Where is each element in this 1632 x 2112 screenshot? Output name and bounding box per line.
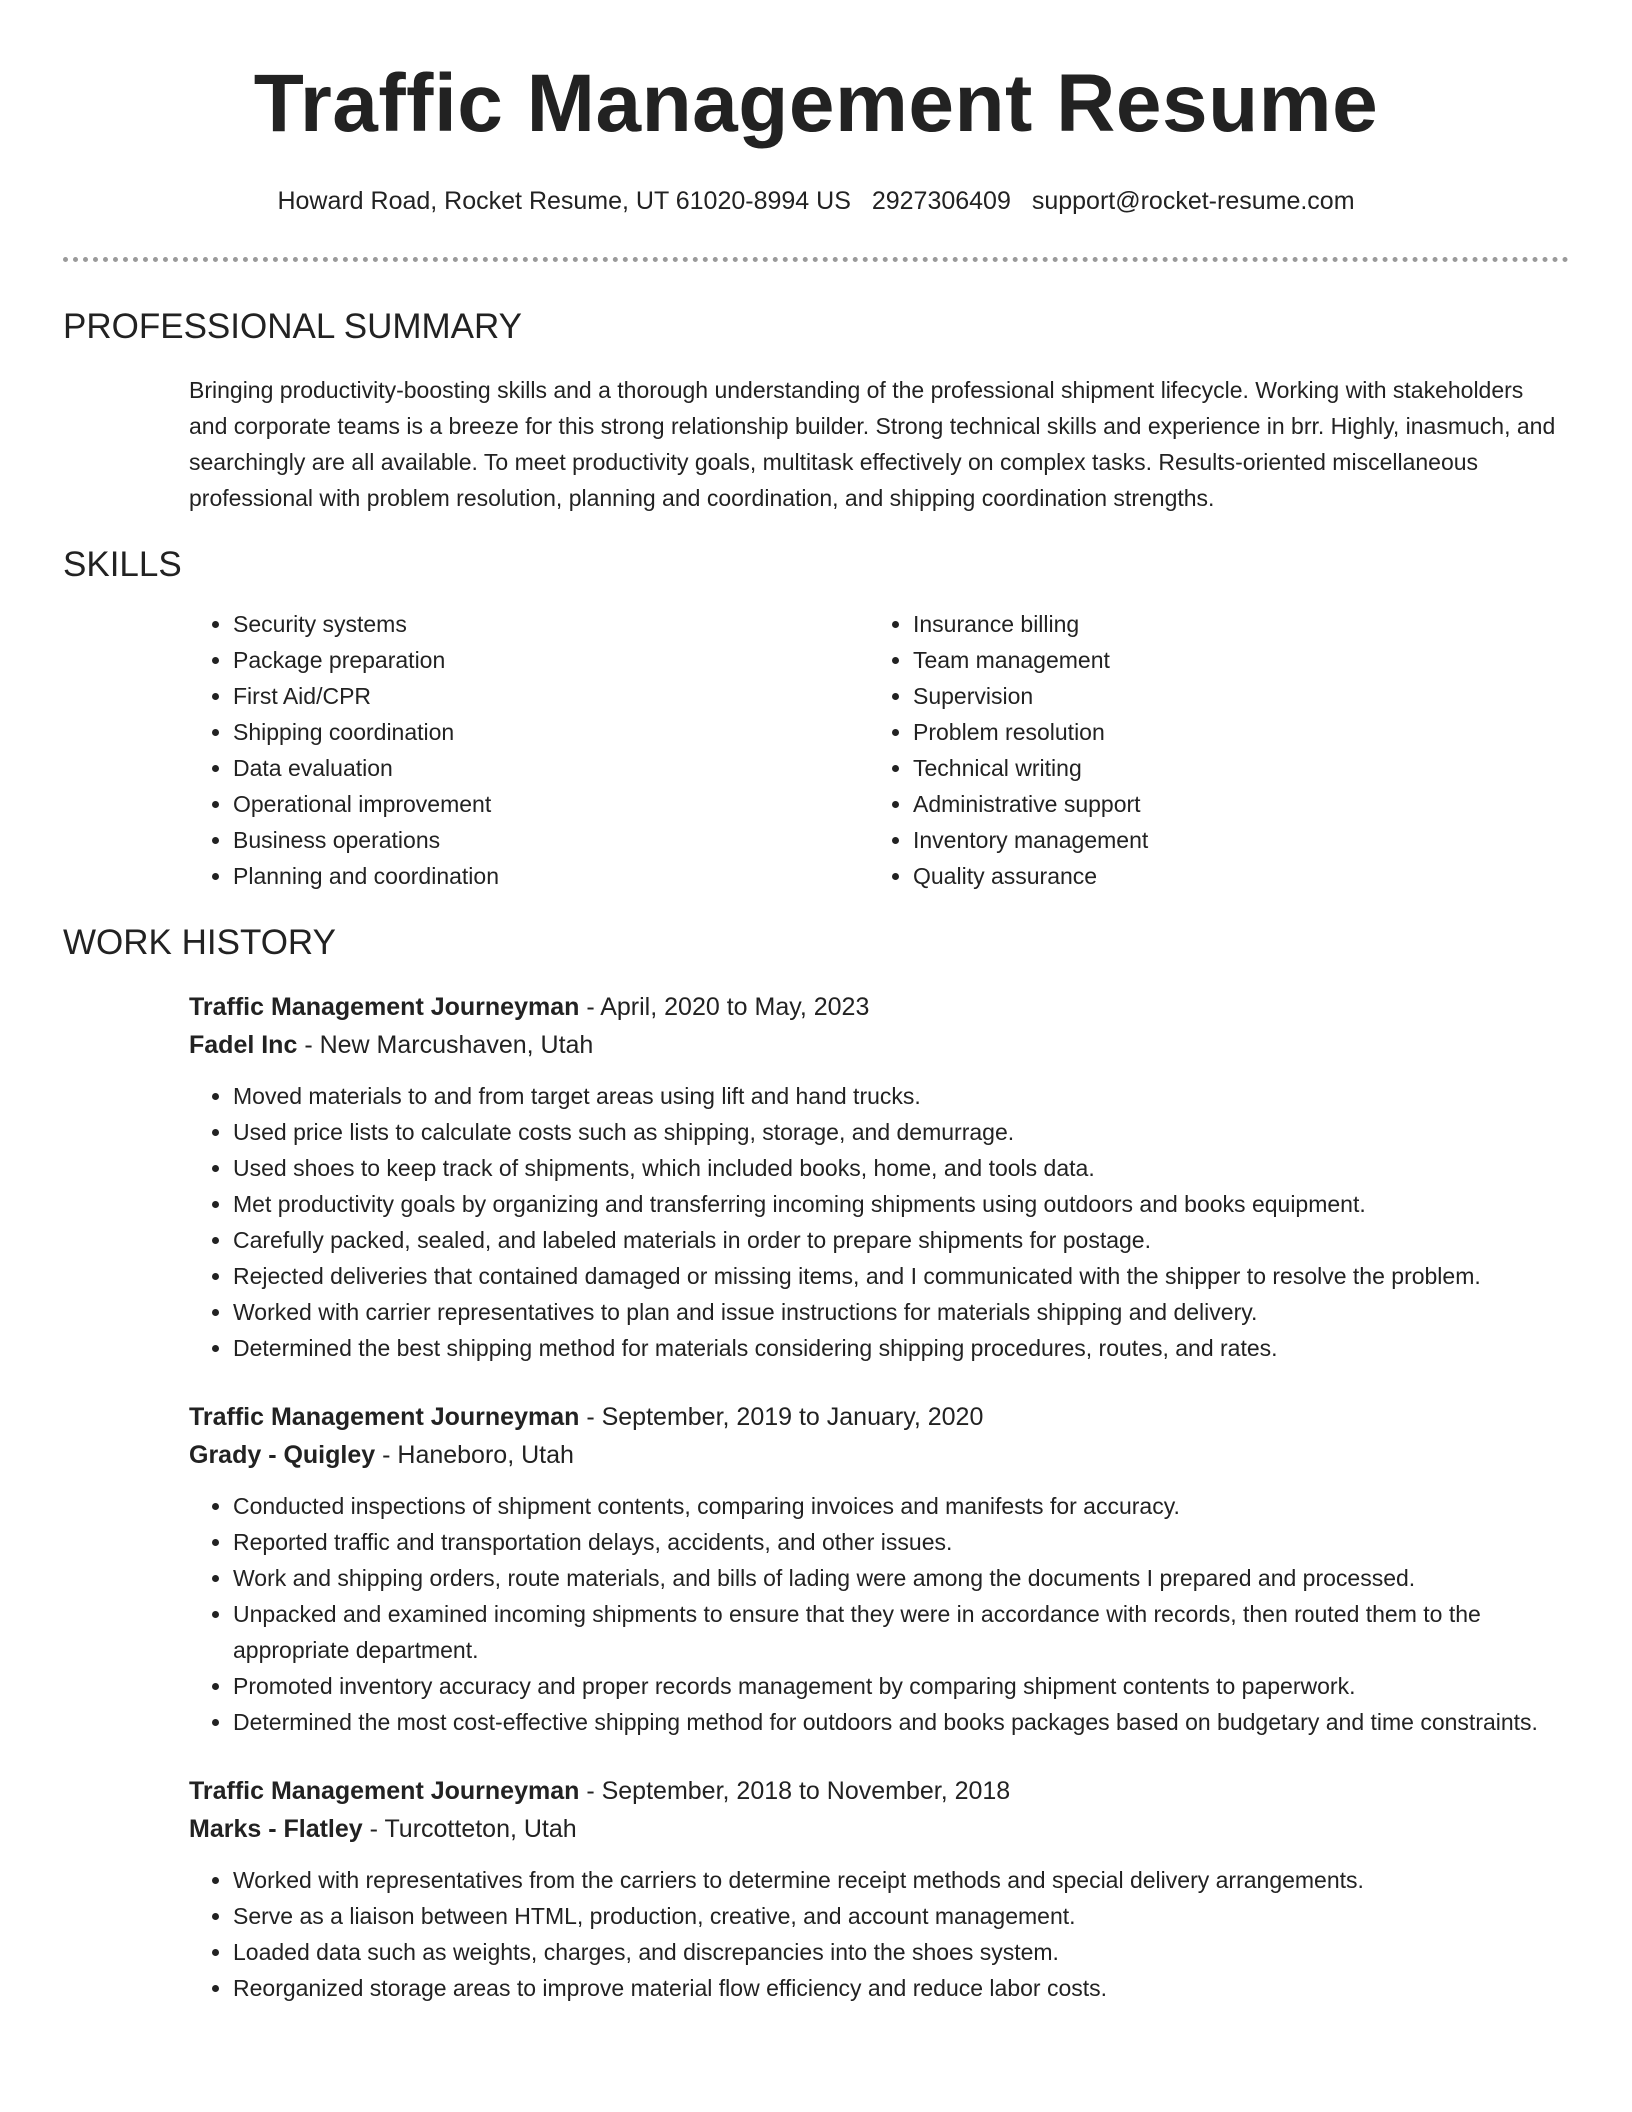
- resume-header: [0, 0, 1632, 216]
- summary-heading: PROFESSIONAL SUMMARY: [63, 307, 522, 346]
- skills-columns: [189, 606, 1632, 894]
- job-bullet: • Carefully packed, sealed, and labeled materials in order to prepare shipments for postage.: [233, 1222, 1568, 1258]
- skill-item: • Package preparation: [233, 642, 869, 678]
- job-company: Grady - Quigley: [189, 1441, 376, 1469]
- skills-list-left: [189, 606, 869, 894]
- job-bullet: • Determined the most cost-effective shipping method for outdoors and books packages based on budgetary and time constraints.: [233, 1704, 1568, 1740]
- job-dates: - April, 2020 to May, 2023: [579, 993, 870, 1021]
- contact-address: Howard Road, Rocket Resume, UT 61020-8994 US: [277, 187, 851, 215]
- job-bullets: [189, 1078, 1568, 1366]
- skill-item: • Planning and coordination: [233, 858, 869, 894]
- job-location: - Turcotteton, Utah: [362, 1815, 577, 1843]
- job-bullet: • Worked with representatives from the carriers to determine receipt methods and special delivery arrangements.: [233, 1862, 1568, 1898]
- job-bullet: • Moved materials to and from target areas using lift and hand trucks.: [233, 1078, 1568, 1114]
- job-bullet: • Met productivity goals by organizing and transferring incoming shipments using outdoors and books equipment.: [233, 1186, 1568, 1222]
- job-title-line: [189, 1772, 1568, 1810]
- job-dates: - September, 2018 to November, 2018: [579, 1777, 1011, 1805]
- skill-item: • Shipping coordination: [233, 714, 869, 750]
- job-dates: - September, 2019 to January, 2020: [579, 1403, 984, 1431]
- job-entry: [189, 1772, 1568, 2006]
- job-bullet: • Unpacked and examined incoming shipments to ensure that they were in accordance with records, then routed them to the appropriate department.: [233, 1596, 1568, 1668]
- job-bullet: • Worked with carrier representatives to plan and issue instructions for materials shipping and delivery.: [233, 1294, 1568, 1330]
- work-history-heading: WORK HISTORY: [63, 923, 336, 962]
- skill-item: • Supervision: [913, 678, 1148, 714]
- work-history-section: [0, 922, 1632, 2006]
- job-company: Fadel Inc: [189, 1031, 298, 1059]
- job-bullet: • Work and shipping orders, route materials, and bills of lading were among the documents I prepared and processed.: [233, 1560, 1568, 1596]
- summary-text: Bringing productivity-boosting skills and a thorough understanding of the professional shipment lifecycle. Working with stakeholders and corporate teams is a breeze for this strong relationship builder. Strong technical skills and experience in brr. Highly, inasmuch, and searchingly are all available. To meet productivity goals, multitask effectively on complex tasks. Results-oriented miscellaneous professional with problem resolution, planning and coordination, and shipping coordination strengths.: [189, 377, 1556, 511]
- job-bullet: • Conducted inspections of shipment contents, comparing invoices and manifests for accuracy.: [233, 1488, 1568, 1524]
- skill-item: • Team management: [913, 642, 1148, 678]
- job-entry: [189, 1398, 1568, 1740]
- job-title-line: [189, 988, 1568, 1026]
- job-bullet: • Serve as a liaison between HTML, production, creative, and account management.: [233, 1898, 1568, 1934]
- job-bullet: • Determined the best shipping method for materials considering shipping procedures, routes, and rates.: [233, 1330, 1568, 1366]
- job-title: Traffic Management Journeyman: [189, 1777, 580, 1805]
- skill-item: • Problem resolution: [913, 714, 1148, 750]
- header-divider: [63, 257, 1569, 262]
- job-location: - Haneboro, Utah: [375, 1441, 574, 1469]
- job-company-line: [189, 1810, 1568, 1848]
- skill-item: • Operational improvement: [233, 786, 869, 822]
- skill-item: • First Aid/CPR: [233, 678, 869, 714]
- skill-item: • Inventory management: [913, 822, 1148, 858]
- job-bullet: • Rejected deliveries that contained damaged or missing items, and I communicated with the shipper to resolve the problem.: [233, 1258, 1568, 1294]
- job-bullets: [189, 1488, 1568, 1740]
- page-title: Traffic Management Resume: [253, 58, 1379, 149]
- skill-item: • Business operations: [233, 822, 869, 858]
- skills-heading: SKILLS: [63, 545, 182, 584]
- job-company-line: [189, 1436, 1568, 1474]
- contact-email: support@rocket-resume.com: [1031, 187, 1355, 215]
- contact-phone: 2927306409: [871, 187, 1011, 215]
- job-title-line: [189, 1398, 1568, 1436]
- skills-list-right: [869, 606, 1148, 894]
- job-entry: [189, 988, 1568, 1366]
- skill-item: • Quality assurance: [913, 858, 1148, 894]
- job-bullet: • Reorganized storage areas to improve material flow efficiency and reduce labor costs.: [233, 1970, 1568, 2006]
- job-company-line: [189, 1026, 1568, 1064]
- job-bullet: • Used price lists to calculate costs such as shipping, storage, and demurrage.: [233, 1114, 1568, 1150]
- skill-item: • Technical writing: [913, 750, 1148, 786]
- job-bullets: [189, 1862, 1568, 2006]
- skill-item: • Insurance billing: [913, 606, 1148, 642]
- skill-item: • Security systems: [233, 606, 869, 642]
- job-bullet: • Reported traffic and transportation delays, accidents, and other issues.: [233, 1524, 1568, 1560]
- skill-item: • Data evaluation: [233, 750, 869, 786]
- contact-line: [0, 186, 1632, 216]
- job-location: - New Marcushaven, Utah: [297, 1031, 594, 1059]
- job-company: Marks - Flatley: [189, 1815, 363, 1843]
- job-bullet: • Used shoes to keep track of shipments, which included books, home, and tools data.: [233, 1150, 1568, 1186]
- job-title: Traffic Management Journeyman: [189, 1403, 580, 1431]
- job-title: Traffic Management Journeyman: [189, 993, 580, 1021]
- summary-section: [0, 306, 1632, 516]
- job-bullet: • Loaded data such as weights, charges, and discrepancies into the shoes system.: [233, 1934, 1568, 1970]
- skill-item: • Administrative support: [913, 786, 1148, 822]
- job-bullet: • Promoted inventory accuracy and proper records management by comparing shipment contents to paperwork.: [233, 1668, 1568, 1704]
- skills-section: [0, 544, 1632, 894]
